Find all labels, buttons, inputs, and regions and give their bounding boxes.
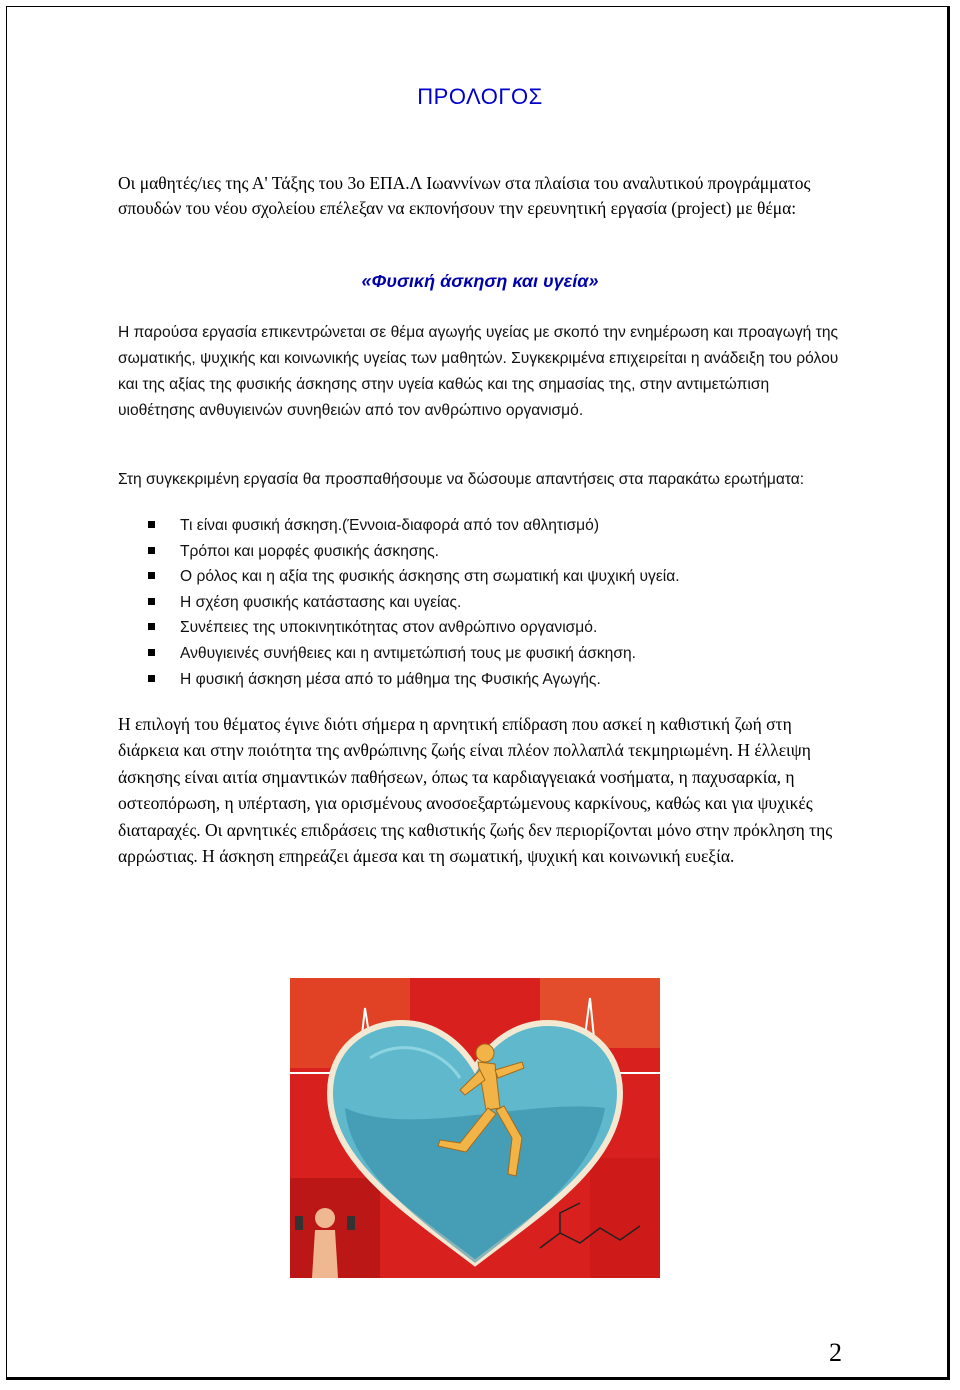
square-bullet-icon [148,572,155,579]
list-item: Τρόποι και μορφές φυσικής άσκησης. [148,539,680,565]
square-bullet-icon [148,598,155,605]
project-subject: «Φυσική άσκηση και υγεία» [361,271,599,291]
square-bullet-icon [148,623,155,630]
list-item: Ο ρόλος και η αξία της φυσικής άσκησης στη σωματική και ψυχική υγεία. [148,564,680,590]
intro-paragraph: Οι μαθητές/ιες της Α' Τάξης του 3ο ΕΠΑ.Λ Ιωαννίνων στα πλαίσια του αναλυτικού προγράμματος σπουδών του νέου σχολείου επέλεξαν να εκπονήσουν την ερευνητική εργασία (project) με θέμα: [118,173,811,218]
list-item: Ανθυγιεινές συνήθειες και η αντιμετώπισή τους με φυσική άσκηση. [148,641,680,667]
square-bullet-icon [148,649,155,656]
list-item: Η σχέση φυσικής κατάστασης και υγείας. [148,590,680,616]
list-item: Τι είναι φυσική άσκηση.(Έννοια-διαφορά από τον αθλητισμό) [148,513,680,539]
heart-illustration [290,978,660,1278]
square-bullet-icon [148,547,155,554]
questions-intro: Στη συγκεκριμένη εργασία θα προσπαθήσουμε να δώσουμε απαντήσεις στα παρακάτω ερωτήματα: [118,471,805,488]
reason-paragraph: Η επιλογή του θέματος έγινε διότι σήμερα η αρνητική επίδραση που ασκεί η καθιστική ζωή στη διάρκεια και στην ποιότητα της ανθρώπινης ζωής είναι πλέον πολλαπλά τεκμηριωμένη. Η έλλειψη άσκησης είναι αιτία σημαντικών παθήσεων, όπως τα καρδιαγγειακά νοσήματα, η παχυσαρκία, η οστεοπόρωση, η υπέρταση, για ορισμένους ανοσοεξαρτώμενους καρκίνους, καθώς και για ψυχικές διαταραχές. Οι αρνητικές επιδράσεις της καθιστικής ζωής δεν περιορίζονται μόνο στην πρόκληση της αρρώστιας. Η άσκηση επηρεάζει άμεσα και τη σωματική, ψυχική και κοινωνική ευεξία. [118,714,833,867]
list-item: Συνέπειες της υποκινητικότητας στον ανθρώπινο οργανισμό. [148,615,680,641]
page-title: ΠΡΟΛΟΓΟΣ [417,84,543,109]
page-number: 2 [829,1338,842,1367]
square-bullet-icon [148,675,155,682]
description-paragraph: Η παρούσα εργασία επικεντρώνεται σε θέμα αγωγής υγείας με σκοπό την ενημέρωση και προαγωγή της σωματικής, ψυχικής και κοινωνικής υγείας των μαθητών. Συγκεκριμένα επιχειρείται η ανάδειξη του ρόλου και της αξίας της φυσικής άσκησης στην υγεία καθώς και της σημασίας της, στην αντιμετώπιση υιοθέτησης ανθυγιεινών συνηθειών από τον ανθρώπινο οργανισμό. [118,324,839,419]
square-bullet-icon [148,521,155,528]
questions-list [148,513,680,692]
list-item: Η φυσική άσκηση μέσα από το μάθημα της Φυσικής Αγωγής. [148,667,680,693]
